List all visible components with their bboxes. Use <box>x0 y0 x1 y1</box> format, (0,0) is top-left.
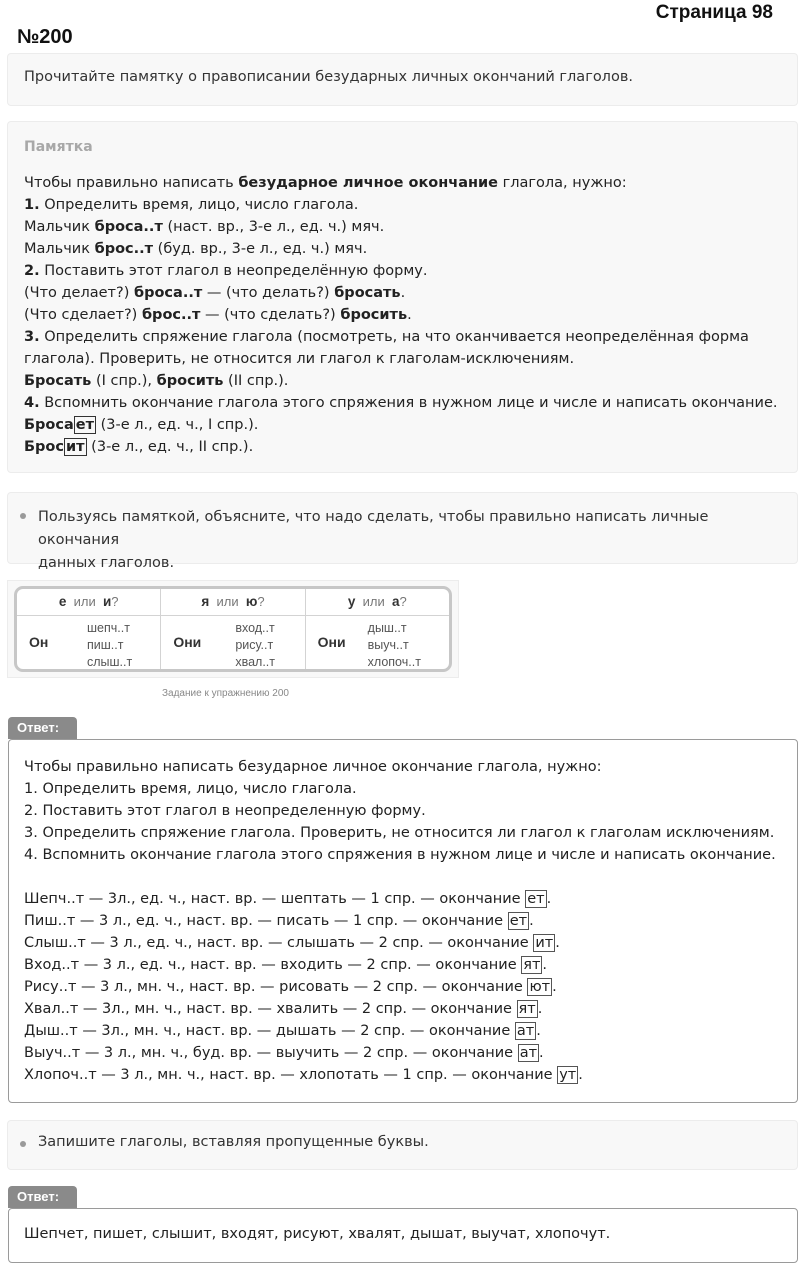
verb-list: дыш..т выуч..т хлопоч..т <box>367 621 421 669</box>
ending-box: ет <box>527 891 545 907</box>
memo-step-1: 1. Определить время, лицо, число глагола. <box>24 197 359 213</box>
verb-list: вход..т рису..т хвал..т <box>235 621 275 669</box>
answer-line: 3. Определить спряжение глагола. Проверить, не относится ли глагол к глаголам исключениям. <box>24 825 775 841</box>
answer-line: 4. Вспомнить окончание глагола этого спряжения в нужном лице и числе и написать окончание. <box>24 847 776 863</box>
figure-caption: Задание к упражнению 200 <box>162 688 289 699</box>
memo-title: Памятка <box>24 139 93 155</box>
task-text: Прочитайте памятку о правописании безударных личных окончаний глаголов. <box>24 69 633 85</box>
verb-table-figure <box>7 580 459 678</box>
memo-intro: Чтобы правильно написать безударное личное окончание глагола, нужно: <box>24 175 627 191</box>
answer-line: 2. Поставить этот глагол в неопределенную форму. <box>24 803 426 819</box>
verb-table <box>14 586 452 672</box>
ending-box: ит <box>66 439 85 455</box>
task-instruction <box>7 53 798 106</box>
bullet-task-1 <box>7 492 798 571</box>
verb-list: шепч..т пиш..т слыш..т <box>87 621 133 669</box>
column-header: я или ю? <box>161 589 304 616</box>
ending-box: ат <box>516 1023 535 1039</box>
memo-box <box>7 121 798 473</box>
ending-box: ют <box>529 979 551 995</box>
bullet-text: Запишите глаголы, вставляя пропущенные буквы. <box>38 1134 429 1150</box>
page-number: Страница 98 <box>655 2 773 23</box>
verb-column <box>306 589 449 669</box>
ending-box: ит <box>535 935 554 951</box>
answer-label: Ответ: <box>8 717 77 739</box>
answer-item: Слыш..т — 3 л., ед. ч., наст. вр. — слышать — 2 спр. — окончание ит . <box>24 935 560 951</box>
answer-box-1 <box>8 739 798 1103</box>
pronoun: Он <box>29 634 49 650</box>
bullet-icon <box>20 1141 26 1147</box>
bullet-task-2 <box>7 1120 798 1170</box>
memo-question-1: (Что делает?) броса..т — (что делать?) бросать. <box>24 285 406 301</box>
memo-ending-2: Брос ит (3-е л., ед. ч., II спр.). <box>24 439 254 455</box>
answer-item: Дыш..т — 3л., мн. ч., наст. вр. — дышать — 2 спр. — окончание ат . <box>24 1023 541 1039</box>
bullet-text: Пользуясь памяткой, объясните, что надо сделать, чтобы правильно написать личные окончания <box>38 509 709 548</box>
memo-step-3-cont: глагола). Проверить, не относится ли глагол к глаголам-исключениям. <box>24 351 575 367</box>
answer-item: Выуч..т — 3 л., мн. ч., буд. вр. — выучить — 2 спр. — окончание ат . <box>24 1045 544 1061</box>
answer-item: Рису..т — 3 л., мн. ч., наст. вр. — рисовать — 2 спр. — окончание ют . <box>24 979 557 995</box>
memo-step-4: 4. Вспомнить окончание глагола этого спряжения в нужном лице и числе и написать окончание. <box>24 395 778 411</box>
verb-column <box>17 589 161 669</box>
ending-box: ят <box>523 957 541 973</box>
bullet-icon <box>20 513 26 519</box>
memo-question-2: (Что сделает?) брос..т — (что сделать?) бросить. <box>24 307 412 323</box>
memo-example-1: Мальчик броса..т (наст. вр., 3-е л., ед. ч.) мяч. <box>24 219 385 235</box>
ending-box: ут <box>559 1067 577 1083</box>
pronoun: Они <box>317 634 346 650</box>
verb-column <box>161 589 305 669</box>
ending-box: ет <box>509 913 528 929</box>
memo-ending-1: Броса ет (3-е л., ед. ч., I спр.). <box>24 417 259 433</box>
memo-step-2: 2. Поставить этот глагол в неопределённую форму. <box>24 263 428 279</box>
answer-item: Хвал..т — 3л., мн. ч., наст. вр. — хвалить — 2 спр. — окончание ят . <box>24 1001 543 1017</box>
ending-box: ат <box>519 1045 538 1061</box>
answer-item: Шепч..т — 3л., ед. ч., наст. вр. — шептать — 1 спр. — окончание ет . <box>24 891 552 907</box>
answer-box-2 <box>8 1208 798 1263</box>
exercise-number: №200 <box>17 26 73 48</box>
memo-conjugation: Бросать (I спр.), бросить (II спр.). <box>24 373 289 389</box>
memo-example-2: Мальчик брос..т (буд. вр., 3-е л., ед. ч.) мяч. <box>24 241 368 257</box>
answer-item: Пиш..т — 3 л., ед. ч., наст. вр. — писать — 1 спр. — окончание ет . <box>24 913 534 929</box>
column-header: у или а? <box>306 589 449 616</box>
answer-label: Ответ: <box>8 1186 77 1208</box>
bullet-text-cont: данных глаголов. <box>38 555 175 571</box>
pronoun: Они <box>173 634 202 650</box>
answer-item: Хлопоч..т — 3 л., мн. ч., наст. вр. — хлопотать — 1 спр. — окончание ут . <box>24 1067 583 1083</box>
answer-item: Вход..т — 3 л., ед. ч., наст. вр. — входить — 2 спр. — окончание ят . <box>24 957 548 973</box>
answer-line: Чтобы правильно написать безударное личное окончание глагола, нужно: <box>24 759 602 775</box>
ending-box: ет <box>75 417 95 433</box>
column-header: е или и? <box>17 589 160 616</box>
memo-step-3: 3. Определить спряжение глагола (посмотреть, на что оканчивается неопределённая форма <box>24 329 749 345</box>
ending-box: ят <box>518 1001 536 1017</box>
answer-line: 1. Определить время, лицо, число глагола. <box>24 781 357 797</box>
answer-text: Шепчет, пишет, слышит, входят, рисуют, хвалят, дышат, выучат, хлопочут. <box>24 1226 611 1242</box>
